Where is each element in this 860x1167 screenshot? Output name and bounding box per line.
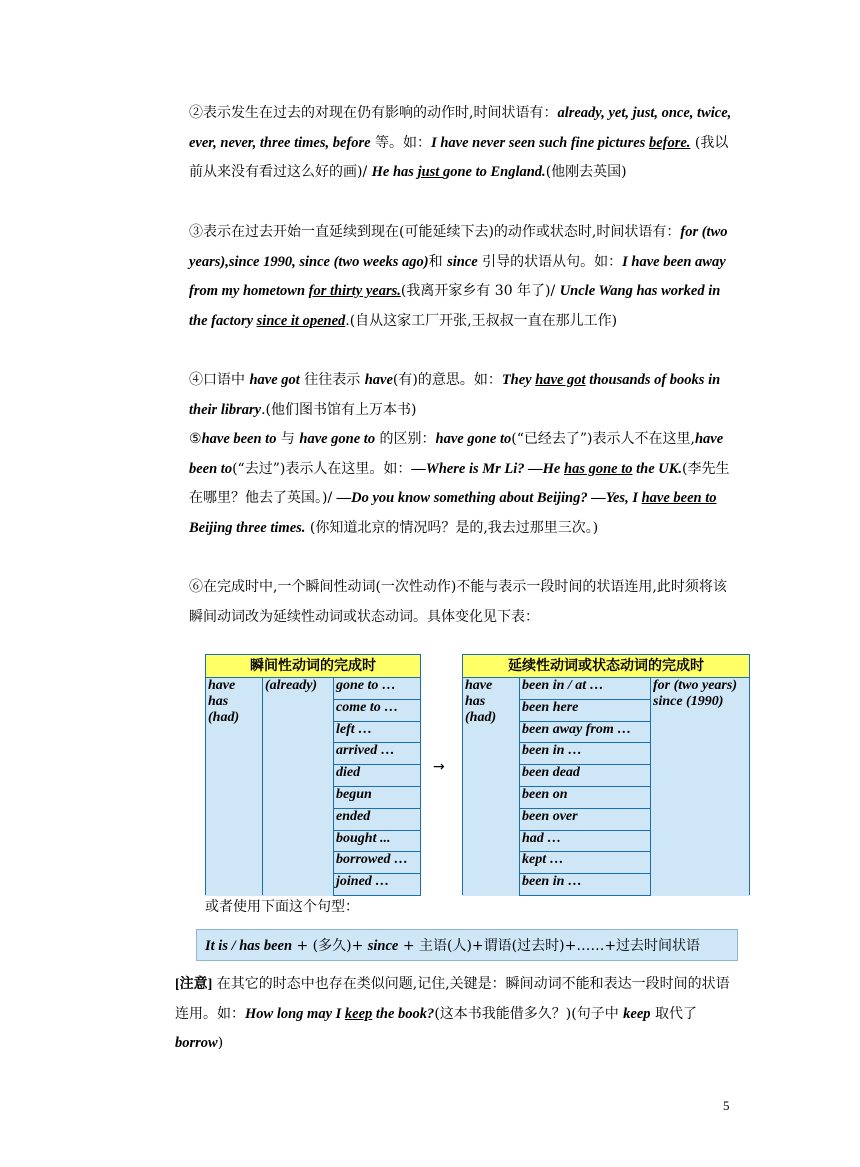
table-cell: gone to … [334, 678, 421, 700]
paragraph-5: ⑤have been to 与 have gone to 的区别：have gone to(“已经去了”)表示人不在这里,have been to(“去过”)表示人在这里。如：—Where is Mr Li? —He has gone to the UK.(李先生在哪里？他去了英国。)/ —Do you know something about Beijing? —Yes, I have been to Beijing three times. (你知道北京的情况吗？是的,我去过那里三次。) [189, 431, 730, 536]
table-cell: been over [520, 808, 651, 830]
table-cell: been away from … [520, 721, 651, 743]
table-cell: borrowed … [334, 852, 421, 874]
paragraph-4: ④口语中 have got 往往表示 have(有)的意思。如：They have got thousands of books in their library.(他们图书馆有上万本书) [189, 372, 721, 418]
paragraph-2: ②表示发生在过去的对现在仍有影响的动作时,时间状语有：already, yet, just, once, twice, ever, never, three times, before 等。如：I have never seen such fine pictures before. (我以前从来没有看过这么好的画)/ He has just gone to England.(他刚去英国) [189, 105, 732, 180]
table-cell: bought ... [334, 830, 421, 852]
table-cell: been dead [520, 765, 651, 787]
or-text: 或者使用下面这个句型： [205, 899, 359, 915]
paragraph-6: ⑥在完成时中,一个瞬间性动词(一次性动作)不能与表示一段时间的状语连用,此时须将该瞬间动词改为延续性动词或状态动词。具体变化见下表： [189, 579, 727, 625]
formula-box: It is / has been + (多久)+ since + 主语(人)+谓语(过去时)+……+过去时间状语 [196, 929, 738, 961]
table-cell: been in / at … [520, 678, 651, 700]
table-cell: arrived … [334, 743, 421, 765]
adverb-cell: (already) [263, 678, 334, 896]
table-header: 瞬间性动词的完成时 [206, 655, 421, 678]
table-cell: been on [520, 786, 651, 808]
time-cell: for (two years) since (1990) [651, 678, 750, 896]
table-cell: ended [334, 808, 421, 830]
aux-cell: have has (had) [206, 678, 263, 896]
table-header: 延续性动词或状态动词的完成时 [463, 655, 750, 678]
table-cell: left … [334, 721, 421, 743]
durative-verb-table [462, 654, 750, 896]
note-paragraph: [注意] 在其它的时态中也存在类似问题,记住,关键是：瞬间动词不能和表达一段时间的状语连用。如：How long may I keep the book?(这本书我能借多久？)(句子中 keep 取代了 borrow) [175, 976, 730, 1051]
table-cell: joined … [334, 874, 421, 896]
table-cell: kept … [520, 852, 651, 874]
table-cell: had … [520, 830, 651, 852]
page-number: 5 [723, 1098, 730, 1113]
paragraph-3: ③表示在过去开始一直延续到现在(可能延续下去)的动作或状态时,时间状语有：for (two years),since 1990, since (two weeks ago)和 since 引导的状语从句。如：I have been away from my hometown for thirty years.(我离开家乡有 30 年了)/ Uncle Wang has worked in the factory since it opened.(自从这家工厂开张,王叔叔一直在那儿工作) [189, 224, 728, 329]
table-cell: begun [334, 786, 421, 808]
instant-verb-table [205, 654, 421, 896]
table-cell: been in … [520, 743, 651, 765]
table-cell: been here [520, 699, 651, 721]
table-cell: been in … [520, 874, 651, 896]
table-cell: come to … [334, 699, 421, 721]
arrow-icon: → [433, 759, 445, 775]
table-cell: died [334, 765, 421, 787]
aux-cell: have has (had) [463, 678, 520, 896]
